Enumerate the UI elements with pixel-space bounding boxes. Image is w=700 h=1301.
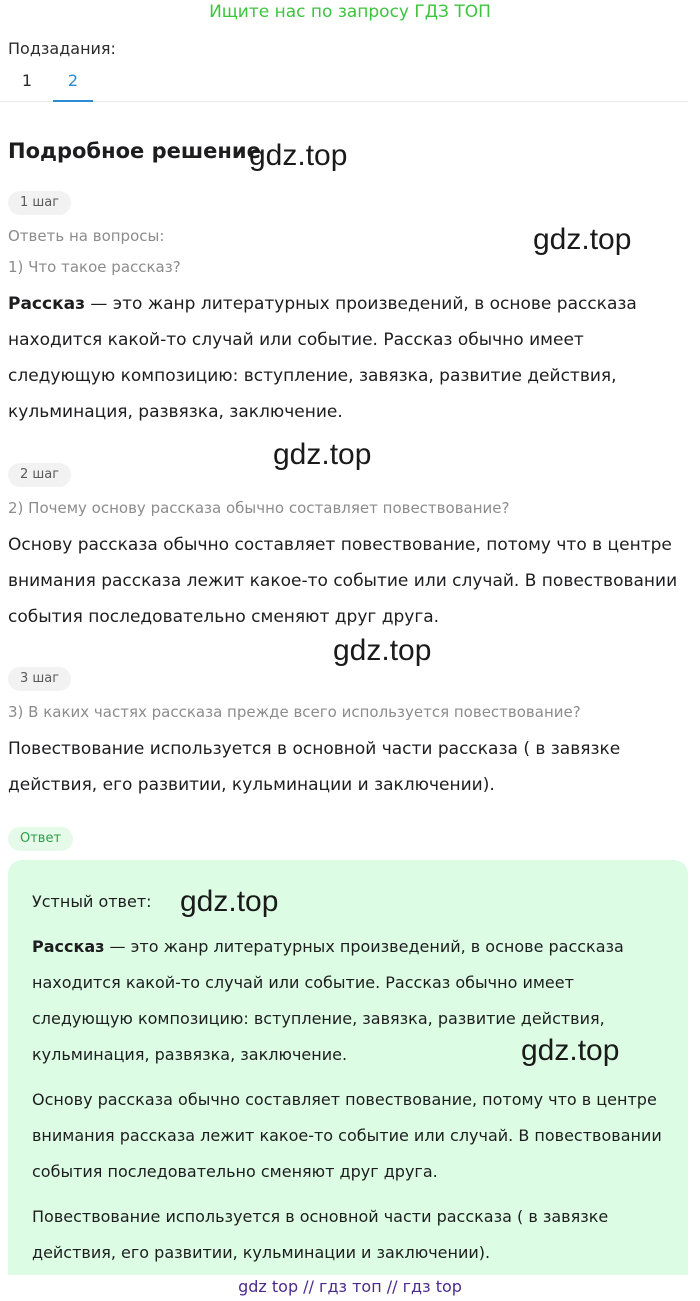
answer-paragraph-3: Повествование используется в основной части рассказа ( в завязке действия, его развитии, кульминации и заключении).	[32, 1207, 609, 1262]
step-1-answer-term: Рассказ	[8, 294, 85, 314]
tab-subtask-1[interactable]: 1	[21, 71, 33, 90]
step-2-question: 2) Почему основу рассказа обычно составляет повествование?	[8, 499, 510, 517]
step-3-question: 3) В каких частях рассказа прежде всего используется повествование?	[8, 703, 581, 721]
section-title: Подробное решение	[8, 139, 261, 163]
step-2-answer: Основу рассказа обычно составляет повествование, потому что в центре внимания рассказа лежит какое-то событие или случай. В повествовании события последовательно сменяют друг друга.	[8, 535, 678, 627]
step-1-badge: 1 шаг	[8, 191, 71, 215]
oral-answer-label: Устный ответ:	[32, 892, 152, 911]
step-2-badge: 2 шаг	[8, 463, 71, 487]
watermark: gdz.top	[180, 885, 279, 918]
watermark: gdz.top	[273, 438, 372, 471]
subtasks-label: Подзадания:	[8, 39, 116, 58]
step-3-badge: 3 шаг	[8, 667, 71, 691]
answer-badge: Ответ	[8, 827, 73, 851]
tab-subtask-2[interactable]: 2	[53, 64, 93, 102]
step-1-prompt: Ответь на вопросы:	[8, 227, 165, 245]
answer-term: Рассказ	[32, 937, 105, 956]
watermark: gdz.top	[521, 1034, 620, 1067]
answer-definition: — это жанр литературных произведений, в основе рассказа находится какой-то случай или событие. Рассказ обычно имеет следующую композицию: вступление, завязка, развитие действия, кульминация, развязка, заключение.	[32, 937, 624, 1064]
step-1-question: 1) Что такое рассказ?	[8, 258, 181, 276]
search-hint-banner: Ищите нас по запросу ГДЗ ТОП	[209, 2, 491, 22]
watermark: gdz.top	[333, 634, 432, 667]
step-1-answer	[8, 286, 688, 430]
watermark: gdz.top	[533, 223, 632, 256]
step-1-answer-definition: — это жанр литературных произведений, в основе рассказа находится какой-то случай или событие. Рассказ обычно имеет следующую композицию: вступление, завязка, развитие действия, кульминация, развязка, заключение.	[8, 294, 637, 422]
footer-links: gdz top // гдз топ // гдз top	[238, 1277, 462, 1296]
watermark: gdz.top	[249, 139, 348, 172]
step-3-answer: Повествование используется в основной части рассказа ( в завязке действия, его развитии, кульминации и заключении).	[8, 739, 621, 795]
subtask-tabs	[0, 64, 688, 102]
answer-paragraph-2: Основу рассказа обычно составляет повествование, потому что в центре внимания рассказа лежит какое-то событие или случай. В повествовании события последовательно сменяют друг друга.	[32, 1090, 662, 1181]
